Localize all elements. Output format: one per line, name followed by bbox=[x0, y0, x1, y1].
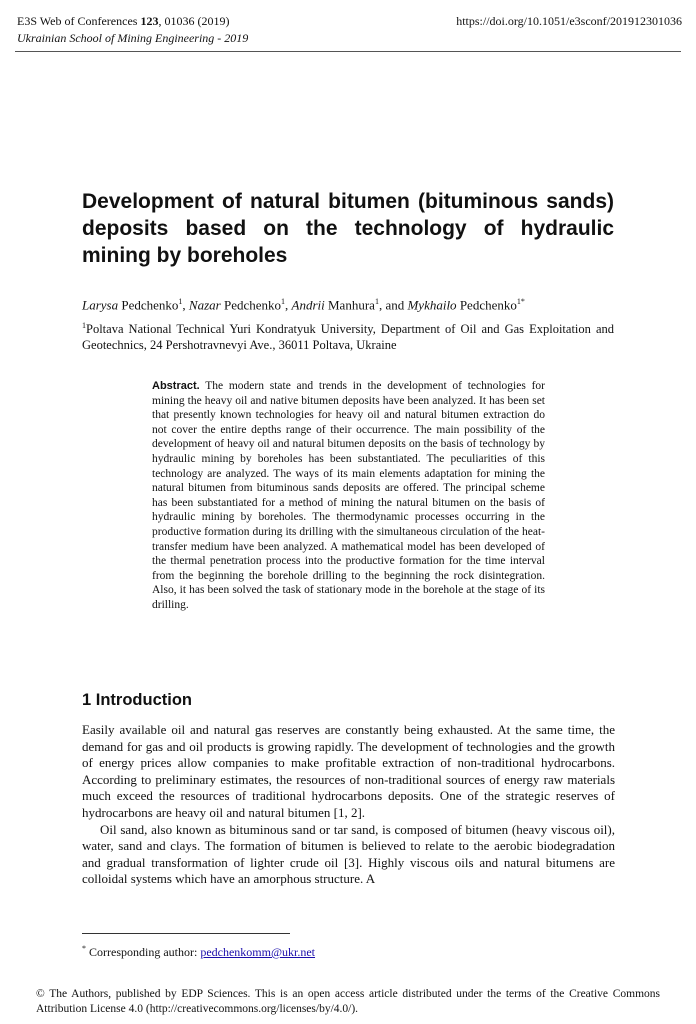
paragraph: Oil sand, also known as bituminous sand or tar sand, is composed of bitumen (heavy viscous oil), water, sand and clays. The formation of bitumen is believed to relate to the aerobic biodegradation and gradual transformation of lighter crude oil [3]. Highly viscous oils and natural bitumens are colloidal systems which have an amorphous structure. A bbox=[82, 821, 615, 887]
author-first-name: Andrii bbox=[291, 297, 325, 313]
author-email-link[interactable]: pedchenkomm@ukr.net bbox=[200, 945, 316, 959]
conference-name: Ukrainian School of Mining Engineering - 2019 bbox=[17, 31, 249, 45]
author-affil-mark: 1 bbox=[374, 297, 379, 306]
author-affil-mark: 1 bbox=[281, 297, 286, 306]
abstract-label: Abstract. bbox=[152, 380, 200, 392]
author-list: Larysa Pedchenko$^1$, Nazar Pedchenko$^1$, Andrii Manhura$^1$, and Mykhailo Pedchenko$^{1*}$ bbox=[82, 297, 525, 313]
journal-volume: 123 bbox=[140, 14, 159, 28]
affiliation-mark: 1 bbox=[82, 321, 86, 330]
affiliation-text: Poltava National Technical Yuri Kondratyuk University, Department of Oil and Gas Exploitation and Geotechnics, 24 Pershotravnevyi Ave., 36011 Poltava, Ukraine bbox=[82, 322, 614, 353]
paragraph: Easily available oil and natural gas reserves are constantly being exhausted. At the same time, the demand for gas and oil products is growing rapidly. The development of technologies and the growth of energy prices allow companies to make profitable extraction of non-traditional hydrocarbons. According to preliminary estimates, the resources of non-traditional sources of energy raw materials much exceed the resources of traditional hydrocarbons deposits. One of the strategic reserves of hydrocarbons are heavy oil and natural bitumen [1, 2]. bbox=[82, 722, 615, 820]
author-last-name: Pedchenko bbox=[118, 297, 179, 313]
abstract-text: The modern state and trends in the development of technologies for mining the heavy oil and native bitumen deposits have been analyzed. It has been set that presently known technologies for heavy oil and natural bitumen extraction do not cover the entire depths range of their occurrence. The main possibility of the development of heavy oil and natural bitumen deposits on the basis of technology by hydraulic mining by boreholes has been substantiated. The peculiarities of this technology are analyzed. The ways of its main elements adaptation for mining the natural bitumen from bituminous sands deposits are offered. The principal scheme has been substantiated for a method of mining the natural bitumen on the basis of hydraulic mining by boreholes. The thermodynamic processes occurring in the productive formation during its drilling with the simultaneous circulation of the heat-transfer medium have been analyzed. A mathematical model has been developed of the thermal penetration process into the productive formation for the time interval from the beginning the borehole drilling to the beginning the rock disintegration. Also, it has been solved the task of stationary mode in the borehole at the stage of its drilling. bbox=[152, 380, 545, 611]
author-affil-mark: 1 bbox=[178, 297, 183, 306]
header-divider bbox=[15, 51, 681, 52]
journal-info bbox=[17, 13, 248, 47]
author-last-name: Manhura bbox=[324, 297, 375, 313]
section-body bbox=[82, 722, 615, 888]
footnote-divider bbox=[82, 933, 290, 934]
paper-title: Development of natural bitumen (bituminous sands) deposits based on the technology of hydraulic mining by boreholes bbox=[82, 190, 614, 267]
section-heading: 1 Introduction bbox=[82, 691, 192, 709]
journal-citation: E3S Web of Conferences 123, 01036 (2019) bbox=[17, 14, 230, 28]
author-first-name: Nazar bbox=[188, 297, 221, 313]
license-notice: © The Authors, published by EDP Sciences. This is an open access article distributed under the terms of the Creative Commons Attribution License 4.0 (http://creativecommons.org/licenses/by/4.0/). bbox=[36, 988, 660, 1015]
author-last-name: Pedchenko bbox=[456, 297, 517, 313]
footnote bbox=[82, 941, 315, 960]
doi-link[interactable]: https://doi.org/10.1051/e3sconf/201912301036 bbox=[456, 14, 682, 28]
footnote-label: Corresponding author: bbox=[86, 945, 201, 959]
author-first-name: Mykhailo bbox=[407, 297, 457, 313]
author-last-name: Pedchenko bbox=[220, 297, 282, 313]
author-affil-mark: 1* bbox=[516, 297, 525, 306]
author-first-name: Larysa bbox=[82, 297, 119, 313]
footnote-mark: * bbox=[82, 944, 86, 953]
affiliation bbox=[82, 318, 614, 353]
abstract bbox=[152, 379, 545, 613]
